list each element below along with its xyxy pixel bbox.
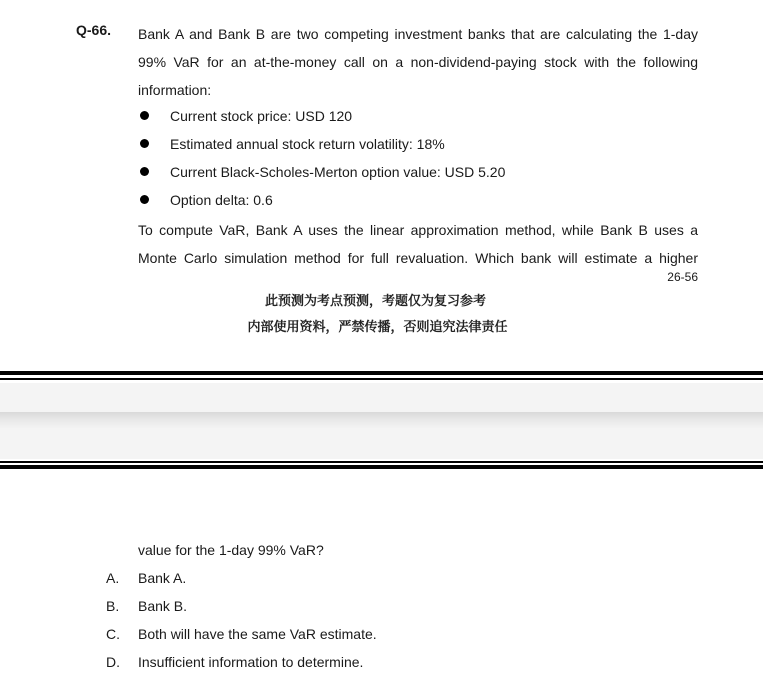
option-text: Both will have the same VaR estimate. (138, 626, 377, 642)
option-letter: D. (106, 654, 120, 670)
page-number: 26-56 (667, 270, 698, 284)
option-letter: A. (106, 570, 120, 586)
page-gap-shadow (0, 412, 763, 428)
bullet-text: Option delta: 0.6 (170, 192, 273, 208)
question-intro (138, 20, 698, 104)
bullet-icon (140, 139, 149, 148)
bullet-icon (140, 195, 149, 204)
bullet-text: Current stock price: USD 120 (170, 108, 353, 124)
bullet-text: Estimated annual stock return volatility: 18% (170, 136, 445, 152)
page-break-divider (0, 465, 763, 469)
bullet-item (138, 132, 505, 160)
bullet-item (138, 188, 505, 216)
option-text: Insufficient information to determine. (138, 654, 364, 670)
page-break-divider (0, 371, 763, 375)
answer-options (106, 566, 377, 678)
option-letter: B. (106, 598, 120, 614)
answer-option[interactable] (106, 566, 377, 594)
bullet-list (138, 104, 505, 216)
page-break-divider (0, 378, 763, 380)
footer-notice-line1: 此预测为考点预测，考题仅为复习参考 (264, 294, 486, 309)
answer-option[interactable] (106, 622, 377, 650)
bullet-item (138, 104, 505, 132)
bullet-icon (140, 111, 149, 120)
question-number: Q-66. (76, 22, 112, 38)
question-body: To compute VaR, Bank A uses the linear approximation method, while Bank B uses a Monte Carlo simulation method for full revaluation. Which bank will estimate a higher (138, 222, 698, 266)
bullet-item (138, 160, 505, 188)
question-intro-text: Bank A and Bank B are two competing investment banks that are calculating the 1-day 99% VaR for an at-the-money call on a non-dividend-paying stock with the following information: (138, 26, 698, 98)
option-text: Bank B. (138, 598, 188, 614)
answer-option[interactable] (106, 594, 377, 622)
page-break-divider (0, 461, 763, 463)
option-text: Bank A. (138, 570, 187, 586)
question-continuation: value for the 1-day 99% VaR? (138, 542, 324, 558)
bullet-icon (140, 167, 149, 176)
option-letter: C. (106, 626, 120, 642)
footer-notice-line2: 内部使用资料，严禁传播，否则追究法律责任 (247, 320, 508, 335)
bullet-text: Current Black-Scholes-Merton option value: USD 5.20 (170, 164, 506, 180)
answer-option[interactable] (106, 650, 377, 678)
